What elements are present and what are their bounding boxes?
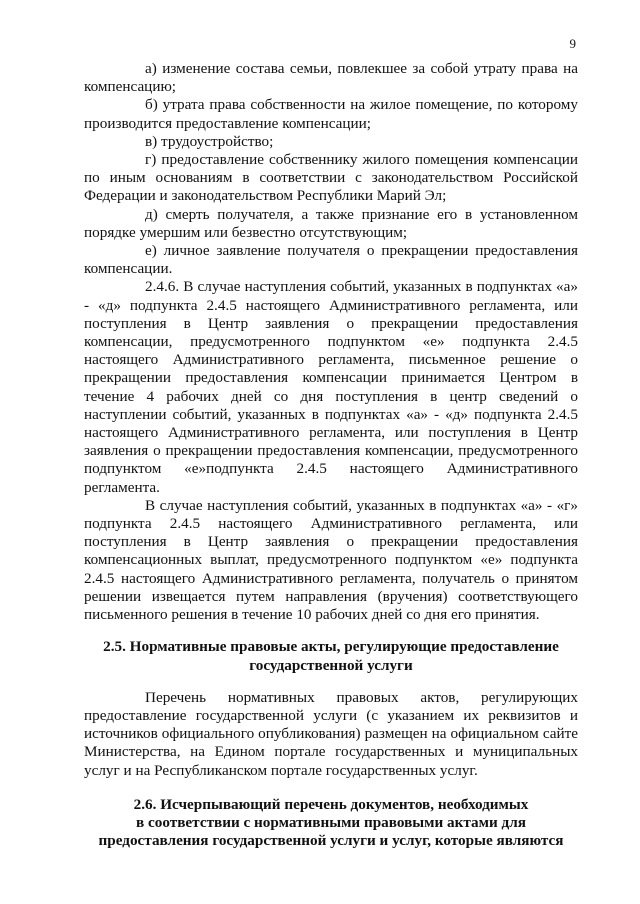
section-2-5-heading-line1: 2.5. Нормативные правовые акты, регулирующие предоставление xyxy=(103,638,559,656)
document-body xyxy=(84,60,578,850)
paragraph-item-a: а) изменение состава семьи, повлекшее за собой утрату права на компенсацию; xyxy=(84,60,578,96)
section-2-6-heading xyxy=(84,796,578,851)
section-2-6-heading-line2: в соответствии с нормативными правовыми актами для xyxy=(136,813,526,831)
page-number: 9 xyxy=(569,36,576,51)
paragraph-item-d: д) смерть получателя, а также признание его в установленном порядке умершим или безвестно отсутствующим; xyxy=(84,205,578,241)
section-2-6-heading-line3: предоставления государственной услуги и услуг, которые являются xyxy=(98,832,564,850)
paragraph-notification: В случае наступления событий, указанных в подпунктах «а» - «г» подпункта 2.4.5 настоящего Административного регламента, или поступления в Центр заявления о прекращении предоставления компенсационных выплат, предусмотренного подпунктом «е» подпункта 2.4.5 настоящего Административного регламента, получатель о принятом решении извещается путем направления (вручения) соответствующего письменного решения в течение 10 рабочих дней со дня его принятия. xyxy=(84,496,578,624)
paragraph-item-g: г) предоставление собственнику жилого помещения компенсации по иным основаниям в соответствии с законодательством Российской Федерации и законодательством Республики Марий Эл; xyxy=(84,151,578,205)
section-2-6-heading-line1: 2.6. Исчерпывающий перечень документов, необходимых xyxy=(133,795,529,813)
section-2-5-heading xyxy=(84,638,578,674)
paragraph-2-4-6: 2.4.6. В случае наступления событий, указанных в подпунктах «а» - «д» подпункта 2.4.5 настоящего Административного регламента, или поступления в Центр заявления о прекращении предоставления компенсации, предусмотренного подпунктом «е» подпункта 2.4.5 настоящего Административного регламента, письменное решение о прекращении предоставления компенсации принимается Центром в течение 4 рабочих дней со дня поступления в центр сведений о наступлении событий, указанных в подпунктах «а» - «д» подпункта 2.4.5 настоящего Административного регламента, или поступления в Центр заявления о прекращении предоставления компенсации, предусмотренного подпунктом «е»подпункта 2.4.5 настоящего Административного регламента. xyxy=(84,278,578,496)
paragraph-item-v: в) трудоустройство; xyxy=(145,132,274,150)
paragraph-item-e: е) личное заявление получателя о прекращении предоставления компенсации. xyxy=(84,242,578,278)
section-2-5-heading-line2: государственной услуги xyxy=(249,656,413,674)
paragraph-item-b: б) утрата права собственности на жилое помещение, по которому производится предоставление компенсации; xyxy=(84,96,578,132)
section-2-5-paragraph: Перечень нормативных правовых актов, регулирующих предоставление государственной услуги (с указанием их реквизитов и источников официального опубликования) размещен на официальном сайте Министерства, на Едином портале государственных и муниципальных услуг и на Республиканском портале государственных услуг. xyxy=(84,688,578,779)
